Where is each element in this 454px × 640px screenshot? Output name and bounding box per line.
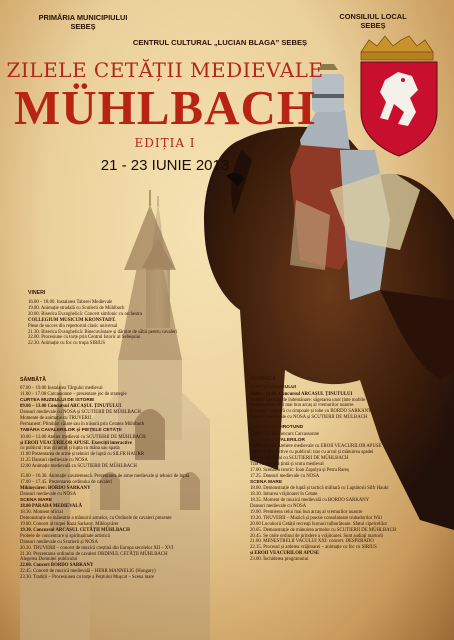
sunday-venue-heading: TABĂRA CAVALERILOR (250, 437, 305, 443)
sunday-event-line: Probele speciale de îndemânare: săgetarea unor ținte mobile (250, 397, 366, 403)
saturday-event-line: 20.30. TRUVERII – concert de muzică creștină din Europa secolelor XII – XVI (20, 545, 174, 551)
saturday-event-line: și EROII VEACURILOR APUSE. Exerciții interactive (20, 440, 133, 446)
sunday-program (250, 376, 450, 563)
organizer-local-council-line2: SEBEȘ (360, 20, 386, 30)
sebes-coat-of-arms (361, 36, 437, 156)
sunday-event-line: Tras cu arcul la țintă și scutu medieval (250, 461, 324, 467)
sunday-event-line: 21.00. MENESTRELII VACULUI XXI: concert. DESPERADO (250, 539, 374, 545)
sunday-event-line: 10.00 – 17.00 Ateliere medievale cu EROII VEACURILOR APUSE (250, 444, 382, 450)
organizer-city-hall-line1: PRIMĂRIA MUNICIPIULUI (38, 13, 128, 22)
sunday-event-line: 22.15. Procesul și arderea vrăjitoarei – animație cu foc cu SIRIUS (250, 545, 377, 551)
saturday-event-line: Demonstrație de măiestrie a mânuirii armelor, cu Ordinele de cavaleri prezente (20, 516, 172, 522)
saturday-event-line: Alegerea Domniței publicului (20, 557, 78, 563)
sunday-events (250, 385, 450, 563)
organizer-cultural-center: CENTRUL CULTURAL „LUCIAN BLAGA” SEBEȘ (132, 38, 308, 47)
saturday-event-line: cu publicul: tras cu arcul și lupta cu mâna sau spada (20, 446, 120, 452)
friday-heading: VINERI (28, 290, 46, 296)
sunday-event-line: 23.00. Închiderea programului (250, 557, 309, 563)
festival-dates: 21 - 23 IUNIE 2013 (100, 157, 230, 174)
sunday-venue-heading: CURTEA MUZEULUI (250, 385, 296, 390)
sunday-event-line: 20.05. Demonstrație de mânuirea armelor cu SCUTIERII DE MÜHLBACH (250, 527, 397, 533)
sunday-event-line: Desemnarea celui mai bun arcaș al vremurilor noastre (250, 403, 354, 409)
sunday-event-line: Dansuri medievale cu NOSA (250, 503, 307, 509)
saturday-event-line: 09.00 – 13.00 Concursul ARCAȘUL ȚINUTULUI (20, 404, 122, 410)
friday-event-line: 16.00 – 18.00. Instalarea Taberei Medievale (28, 300, 113, 305)
saturday-event-line: Permanent: Plimbări călare sau în trăsură prin Cetatea Mühlbach (20, 422, 145, 428)
saturday-event-line: Probele de concentrare și spiritualitate artistică (20, 533, 110, 539)
saturday-event-line: 07.00 – 19.00 Instalarea Târgului medieval (20, 386, 103, 391)
organizer-local-council-line1: CONSILIUL LOCAL (339, 12, 407, 21)
saturday-event-line: 11.00 Prezentarea de arme și tehnici de luptă cu SILFR HAUKR (20, 452, 145, 458)
saturday-event-line: 15.00 – 16.30. Animație cavalerească. Prezentarea de arme medievale și tehnici de luptă (20, 474, 190, 480)
saturday-event-line: 18.00 PARADA MEDIEVALĂ (20, 504, 83, 510)
sunday-event-line: 10.00 – 13.00. Concursul ARCAȘUL ȚINUTULUI (250, 391, 353, 397)
saturday-event-line: Dansuri medievale cu Scutierii și NOSA (20, 539, 98, 545)
organizer-local-council (320, 13, 426, 30)
sunday-event-line: și EROII VEACURILOR APUSE (250, 551, 320, 557)
friday-event-line: 19.00. Animație stradală cu Scutierii de Mühlbach (28, 305, 125, 311)
saturday-event-line: 10.00 – 13.00 Atelier medieval cu SCUTIERII DE MÜHLBACH (20, 434, 146, 440)
saturday-event-line: Dansuri medievale cu NOSA (20, 491, 77, 497)
sunday-event-line: 17.25. Dansuri medievale cu NOSA (250, 473, 320, 479)
organizer-city-hall (28, 14, 138, 31)
sunday-event-line: Exerciții interactive cu publicul: tras cu arcul și mânuirea spadei (250, 450, 374, 456)
sunday-event-line: 18.35. Moment de muzică medievală cu BORDO SARKANY (250, 498, 370, 504)
friday-event-line: Piese de succes din repertoriul clasic universal (28, 323, 118, 329)
saturday-event-line: 11.00 – 17.00 Carcassonne – prezentare joc de strategie (20, 391, 127, 397)
sunday-event-line: 12.00 – 17.00 Concurs Carcassonne (250, 431, 320, 437)
friday-events (28, 300, 268, 347)
saturday-event-line: 22.00. Concert BORDO SARKANY (20, 563, 94, 569)
saturday-event-line: 23.30. Tradiții – Procesiunea cu torțe a Pețitului Mușcat – Scena mare (20, 575, 155, 581)
saturday-event-line: 17.00 – 17.45. Prezentarea ordinului de cavaleri (20, 479, 113, 485)
organizer-city-hall-line2: SEBEȘ (70, 21, 96, 31)
sunday-event-line: Dansuri medievale cu NOSA și SCUTIERII DE MÜLBACH (250, 415, 368, 421)
friday-event-line: COLLEGIUM MUSICUM KRONSTADT. (28, 317, 116, 323)
saturday-event-line: 12.00 Animație medievală cu SCUTIERII DE MÜHLBACH (20, 464, 137, 470)
sunday-event-line: În pauze – muzică cu cimpoaie și tobe cu BORDO SARKANY (250, 409, 372, 415)
sunday-event-line: 18.30. Intrarea vrăjitoarei în Cetate (250, 492, 318, 498)
sunday-event-line: 20.45. Se onite ordinul de prindere a vrăjitoarei. Sunt audiați martorii (250, 533, 384, 539)
saturday-program (20, 377, 255, 581)
saturday-venue-heading: TABĂRA CAVALERILOR și PIEȚELE CETĂȚII (20, 428, 122, 434)
saturday-event-line: Dansuri medievale cu NOSA și SCUTIERII DE MÜHLBACH (20, 410, 141, 416)
saturday-event-line: 22.45. Concert de muzică medievală – HERR MANNELIG (Hungary) (20, 569, 156, 575)
saturday-event-line: Momente de animație cu TRUVERII (20, 416, 92, 422)
saturday-event-line: 18.30. Moment oficial (20, 510, 63, 516)
friday-event-line: 22.30. Animație cu foc cu trupa SIRIUS (28, 341, 106, 347)
saturday-event-line: 21.30. Prezentarea ordinului de cavaleri ORDINUL CETĂȚII MÜHLBACH (20, 551, 168, 557)
saturday-event-line: 11.35 Dansuri medievale cu NOSA (20, 458, 88, 464)
festival-name: MÜHLBACH (14, 80, 316, 135)
sunday-event-line: 17.00. Scenariu istoric: Ioan Zapolya și Petru Rareș (250, 467, 349, 473)
saturday-event-line: Mikloșvárer: BORDO SARKANY (20, 485, 91, 491)
saturday-event-line: 19.30. Concursul ARCAȘUL CETĂȚII MÜHLBACH (20, 527, 130, 533)
sunday-event-line: 18.00. Demonstrație de luptă și tactică militară cu Luptătorii Silfr Haukr (250, 486, 389, 492)
festival-title: ZILELE CETĂȚII MEDIEVALE (6, 58, 324, 82)
sunday-event-line: 20.00 Locuitorii Cetății recreați burnuri tulburătoare. Sfatul cipelcelilor (250, 521, 388, 527)
sunday-event-line: 19.20. TRUVERII – Muzică și poezie consolatoare trubadurilor Wiil (250, 515, 382, 521)
sunday-event-line: Atelier medieval cu SCUTIERII DE MÜHLBACH (250, 456, 349, 462)
friday-event-line: 20.00. Biserica Evanghelică: Concert simfonic cu orchestra (28, 311, 143, 317)
saturday-venue-heading: SCENA MARE (20, 497, 53, 503)
sunday-event-line: 19.00. Premierea celui mai bun arcaș al vremurilor noastre (250, 509, 363, 515)
saturday-heading: SÂMBĂTĂ (20, 377, 46, 383)
festival-edition: EDIȚIA I (134, 136, 196, 150)
sunday-venue-heading: TURNUL SEMIROTUND (250, 425, 304, 431)
saturday-venue-heading: CURTEA MUZEULUI DE ISTORIE (20, 397, 95, 403)
friday-program (28, 290, 268, 347)
saturday-events (20, 386, 255, 581)
sunday-venue-heading: SCENA MARE (250, 479, 283, 485)
sunday-heading: DUMINICĂ (250, 376, 276, 382)
saturday-event-line: 19.00. Concert al trupei Raza Sarkany. Mikloșvárer (20, 522, 119, 527)
friday-event-line: 21.30. Biserica Evanghelică: Binecuvântare și dăruire de săbii pentru cavaleri (28, 329, 178, 335)
friday-event-line: 22.00. Procesiune cu torțe prin Centrul Istoric al Sebeșului (28, 335, 141, 341)
